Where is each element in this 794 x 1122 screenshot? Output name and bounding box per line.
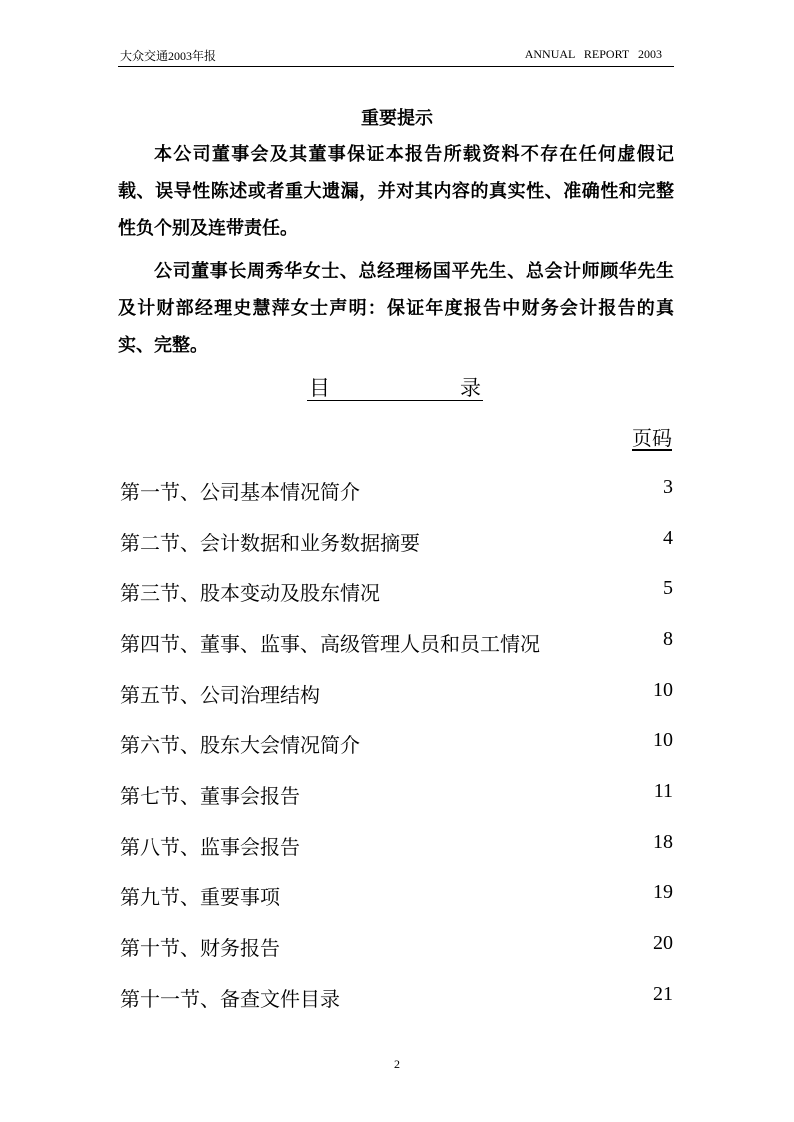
toc-entry-page: 10 [653,679,673,701]
toc-entry-title: 第二节、会计数据和业务数据摘要 [120,531,420,555]
page-column-header: 页码 [632,426,672,450]
header-report-label: ANNUAL REPORT 2003 [524,47,662,61]
toc-entry-page: 20 [653,932,673,954]
toc-entry-title: 第九节、重要事项 [120,885,280,909]
page-number: 2 [394,1057,400,1071]
toc-entry-title: 第四节、董事、监事、高级管理人员和员工情况 [120,632,540,656]
toc-entry[interactable] [120,476,673,506]
toc-entry-page: 3 [663,476,673,498]
toc-entry[interactable] [120,881,673,911]
toc-entry[interactable] [120,983,673,1013]
notice-title: 重要提示 [361,108,433,129]
toc-entry-title: 第十一节、备查文件目录 [120,987,340,1011]
toc-entry[interactable] [120,831,673,861]
notice-paragraph-2: 公司董事长周秀华女士、总经理杨国平先生、总会计师顾华先生及计财部经理史慧萍女士声明：保证年度报告中财务会计报告的真实、完整。 [118,261,674,356]
toc-entry-page: 4 [663,527,673,549]
toc-title-left: 目 [309,376,330,400]
notice-paragraph-1: 本公司董事会及其董事保证本报告所载资料不存在任何虚假记载、误导性陈述或者重大遗漏，并对其内容的真实性、准确性和完整性负个别及连带责任。 [118,144,674,239]
toc-entry-title: 第八节、监事会报告 [120,835,300,859]
toc-entry-page: 11 [653,780,673,802]
toc-entry-title: 第六节、股东大会情况简介 [120,733,360,757]
toc-entry[interactable] [120,527,673,557]
toc-entry-page: 21 [653,983,673,1005]
header-title: 大众交通2003年报 [120,49,217,63]
toc-entry[interactable] [120,628,673,658]
toc-entry[interactable] [120,577,673,607]
toc-entry-page: 18 [653,831,673,853]
toc-entry-title: 第五节、公司治理结构 [120,683,320,707]
toc-entry[interactable] [120,932,673,962]
toc-entry[interactable] [120,679,673,709]
toc-entry-page: 19 [653,881,673,903]
toc-title [307,372,483,401]
toc-entry-page: 5 [663,577,673,599]
toc-entry-title: 第三节、股本变动及股东情况 [120,581,380,605]
toc-entry-title: 第十节、财务报告 [120,936,280,960]
toc-entry-title: 第七节、董事会报告 [120,784,300,808]
toc-entry-title: 第一节、公司基本情况简介 [120,480,360,504]
toc-title-right: 录 [460,376,481,400]
page-header [118,44,674,67]
toc-entry-page: 10 [653,729,673,751]
toc-entry-page: 8 [663,628,673,650]
toc-entry[interactable] [120,729,673,759]
toc-entry[interactable] [120,780,673,810]
